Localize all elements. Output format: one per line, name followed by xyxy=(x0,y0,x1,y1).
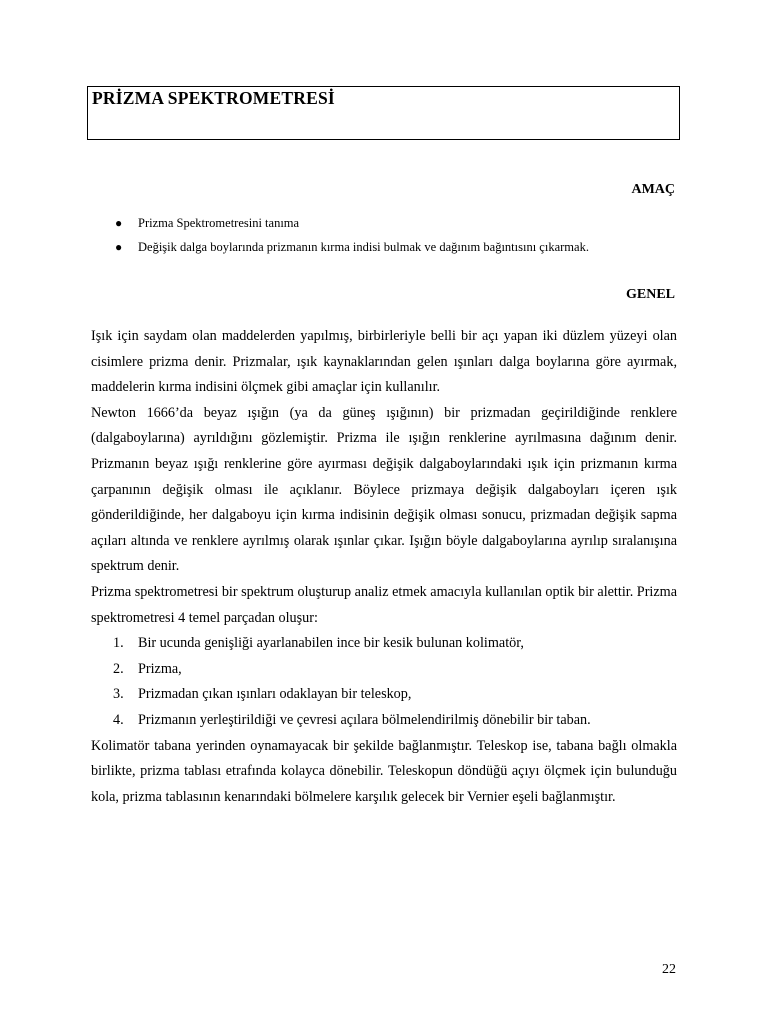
genel-heading: GENEL xyxy=(625,287,675,302)
amac-heading: AMAÇ xyxy=(631,182,675,197)
paragraph: Newton 1666’da beyaz ışığın (ya da güneş ışığının) bir prizmadan geçirildiğinde renklere (dalgaboylarına) ayrıldığını gözlemiştir. Prizma ile ışığın renklerine ayrılmasına dağınım denir. Prizmanın beyaz ışığı renklerine göre ayırması değişik dalgaboylarındaki ışık için prizmanın kırma çarpanının değişik olması ile açıklanır. Böylece prizmaya değişik dalgaboyları içeren ışık gönderildiğinde, her dalgaboyu için kırma indisinin değişik olması sonucu, prizmadan değişik sapma açıları altında ve renklere ayrılmış olarak ışınlar çıkar. Işığın böyle dalgaboylarına ayrılıp sıralanışına spektrum denir. xyxy=(91,404,677,575)
list-item xyxy=(91,657,677,683)
list-item xyxy=(91,708,677,734)
item-number: 3. xyxy=(113,686,124,703)
item-text: Prizmadan çıkan ışınları odaklayan bir teleskop, xyxy=(138,686,412,703)
item-number: 4. xyxy=(113,711,124,728)
bullet-icon: ● xyxy=(115,240,123,254)
item-number: 2. xyxy=(113,660,124,677)
page-title: PRİZMA SPEKTROMETRESİ xyxy=(92,88,335,108)
objectives-list xyxy=(113,213,683,261)
list-item xyxy=(113,213,683,237)
bullet-icon: ● xyxy=(115,216,123,230)
item-text: Prizmanın yerleştirildiği ve çevresi açılara bölmelendirilmiş dönebilir bir taban. xyxy=(138,711,591,728)
parts-list xyxy=(91,631,677,733)
objective-text: Prizma Spektrometresini tanıma xyxy=(138,216,300,230)
item-text: Prizma, xyxy=(138,660,182,677)
list-item xyxy=(91,631,677,657)
item-number: 1. xyxy=(113,635,124,652)
item-text: Bir ucunda genişliği ayarlanabilen ince bir kesik bulunan kolimatör, xyxy=(138,635,524,652)
paragraph: Kolimatör tabana yerinden oynamayacak bir şekilde bağlanmıştır. Teleskop ise, tabana bağlı olmakla birlikte, prizma tablası etrafında kolayca dönebilir. Teleskopun döndüğü açıyı ölçmek için bulunduğu kola, prizma tablasının kenarındaki bölmelere karşılık gelecek bir Vernier eşeli bağlanmıştır. xyxy=(91,737,677,805)
paragraph: Prizma spektrometresi bir spektrum oluşturup analiz etmek amacıyla kullanılan optik bir alettir. Prizma spektrometresi 4 temel parçadan oluşur: xyxy=(91,583,677,626)
paragraph: Işık için saydam olan maddelerden yapılmış, birbirleriyle belli bir açı yapan iki düzlem yüzeyi olan cisimlere prizma denir. Prizmalar, ışık kaynaklarından gelen ışınları dalga boylarına göre ayırmak, maddelerin kırma indisini ölçmek gibi amaçlar için kullanılır. xyxy=(91,328,677,396)
title-box xyxy=(87,86,680,140)
list-item xyxy=(91,682,677,708)
page-number: 22 xyxy=(662,962,676,977)
list-item xyxy=(113,237,683,261)
body-text xyxy=(91,324,677,810)
objective-text: Değişik dalga boylarında prizmanın kırma indisi bulmak ve dağınım bağıntısını çıkarmak. xyxy=(138,240,589,254)
